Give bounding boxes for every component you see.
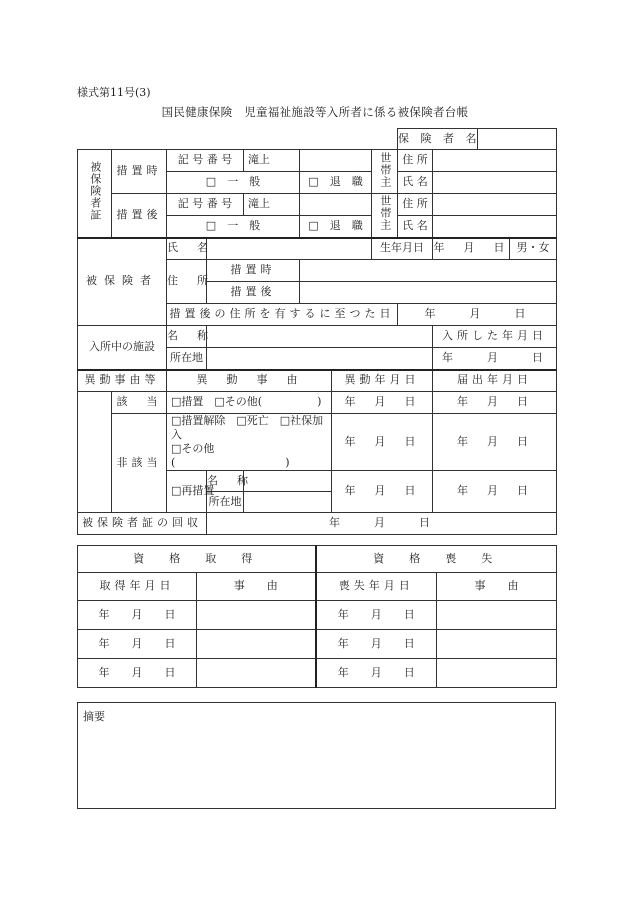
re-location-label: 所在地 [207, 492, 244, 513]
kigo-value-after[interactable]: 滝上 [244, 194, 300, 216]
option-retired-after[interactable]: □ 退 職 [300, 216, 372, 238]
lose-header: 資 格 喪 失 [316, 546, 557, 573]
register-table [77, 128, 557, 535]
hh-address-before[interactable] [433, 150, 557, 172]
option-retired-before[interactable]: □ 退 職 [300, 172, 372, 194]
insurer-value[interactable] [478, 129, 557, 150]
na-options-line1[interactable]: □措置解除 □死亡 □社保加入 [171, 414, 324, 441]
card-return-label: 被保険者証の回収 [78, 513, 207, 535]
sex[interactable]: 男・女 [510, 238, 557, 260]
lose-date[interactable]: 年 月 日 [316, 659, 437, 688]
moved-label: 措置後の住所を有するに至つた日 [167, 304, 398, 326]
acquire-date-header: 取得年月日 [78, 573, 197, 601]
na-options-line2[interactable]: □その他( ) [171, 442, 290, 469]
acquire-reason[interactable] [197, 601, 316, 630]
address-after[interactable] [300, 282, 557, 304]
lose-reason[interactable] [437, 659, 557, 688]
option-general-before[interactable]: □ 一 般 [167, 172, 300, 194]
memo-box[interactable] [77, 702, 556, 809]
na-options[interactable] [167, 414, 332, 471]
applicable-change-date[interactable]: 年 月 日 [332, 392, 433, 414]
change-header-type: 異動事由等 [78, 370, 167, 392]
card-return-date[interactable]: 年 月 日 [207, 513, 557, 535]
insured-name[interactable] [207, 238, 372, 260]
notice-header-date: 届出年月日 [433, 370, 557, 392]
insurer-label: 保 険 者 名 [398, 129, 478, 150]
hh-name-label-before: 氏 名 [398, 172, 433, 194]
applicable-options[interactable]: □措置 □その他( ) [167, 392, 332, 414]
re-location[interactable] [244, 492, 332, 513]
kigo-label-before: 記 号 番 号 [167, 150, 244, 172]
re-name[interactable] [244, 471, 332, 492]
address-after-label: 措置後 [207, 282, 300, 304]
re-name-label: 名 称 [207, 471, 244, 492]
memo-label: 摘要 [83, 710, 105, 723]
acquire-reason[interactable] [197, 630, 316, 659]
applicable-notice-date[interactable]: 年 月 日 [433, 392, 557, 414]
change-header-reason: 異 動 事 由 [167, 370, 332, 392]
birth-date[interactable]: 年 月 日 [433, 238, 510, 260]
facility-name[interactable] [207, 326, 433, 348]
entry-date[interactable]: 年 月 日 [433, 348, 557, 370]
hh-address-label-before: 住 所 [398, 150, 433, 172]
insured-address-label: 住 所 [167, 260, 207, 304]
card-before-label: 措置時 [112, 150, 167, 194]
table-row [78, 601, 557, 630]
facility-location-label: 所在地 [167, 348, 207, 370]
acquire-reason-header: 事 由 [197, 573, 316, 601]
re-notice-date[interactable]: 年 月 日 [433, 471, 557, 513]
option-general-after[interactable]: □ 一 般 [167, 216, 300, 238]
lose-reason-header: 事 由 [437, 573, 557, 601]
insured-name-label: 氏 名 [167, 238, 207, 260]
change-header-date: 異動年月日 [332, 370, 433, 392]
moved-date[interactable]: 年 月 日 [398, 304, 557, 326]
lose-reason[interactable] [437, 601, 557, 630]
birth-label: 生年月日 [372, 238, 433, 260]
page-title: 国民健康保険 児童福祉施設等入所者に係る被保険者台帳 [161, 105, 469, 119]
acquire-date[interactable]: 年 月 日 [78, 630, 197, 659]
address-before[interactable] [300, 260, 557, 282]
kigo-label-after: 記 号 番 号 [167, 194, 244, 216]
insured-label: 被保険者 [78, 238, 167, 326]
na-change-date[interactable]: 年 月 日 [332, 414, 433, 471]
table-row [78, 630, 557, 659]
re-measure-option[interactable]: □再措置 [167, 471, 207, 513]
not-applicable-label: 非該当 [112, 414, 167, 513]
facility-label: 入所中の施設 [78, 326, 167, 370]
table-row [78, 659, 557, 688]
na-notice-date[interactable]: 年 月 日 [433, 414, 557, 471]
facility-location[interactable] [207, 348, 433, 370]
hh-address-after[interactable] [433, 194, 557, 216]
form-number: 様式第11号(3) [77, 86, 151, 99]
hh-name-after[interactable] [433, 216, 557, 238]
hh-name-before[interactable] [433, 172, 557, 194]
re-change-date[interactable]: 年 月 日 [332, 471, 433, 513]
lose-date-header: 喪失年月日 [316, 573, 437, 601]
hh-name-label-after: 氏 名 [398, 216, 433, 238]
lose-date[interactable]: 年 月 日 [316, 630, 437, 659]
address-before-label: 措置時 [207, 260, 300, 282]
qualification-table [77, 545, 557, 688]
applicable-label: 該 当 [112, 392, 167, 414]
lose-date[interactable]: 年 月 日 [316, 601, 437, 630]
entry-label: 入所した年月日 [433, 326, 557, 348]
card-after-label: 措置後 [112, 194, 167, 238]
hh-address-label-after: 住 所 [398, 194, 433, 216]
householder-before: 世帯主 [372, 150, 398, 194]
acquire-reason[interactable] [197, 659, 316, 688]
householder-after: 世帯主 [372, 194, 398, 238]
acquire-date[interactable]: 年 月 日 [78, 601, 197, 630]
acquire-date[interactable]: 年 月 日 [78, 659, 197, 688]
card-label: 被保険者証 [78, 150, 112, 238]
facility-name-label: 名 称 [167, 326, 207, 348]
kigo-value-before[interactable]: 滝上 [244, 150, 300, 172]
acquire-header: 資 格 取 得 [78, 546, 316, 573]
lose-reason[interactable] [437, 630, 557, 659]
